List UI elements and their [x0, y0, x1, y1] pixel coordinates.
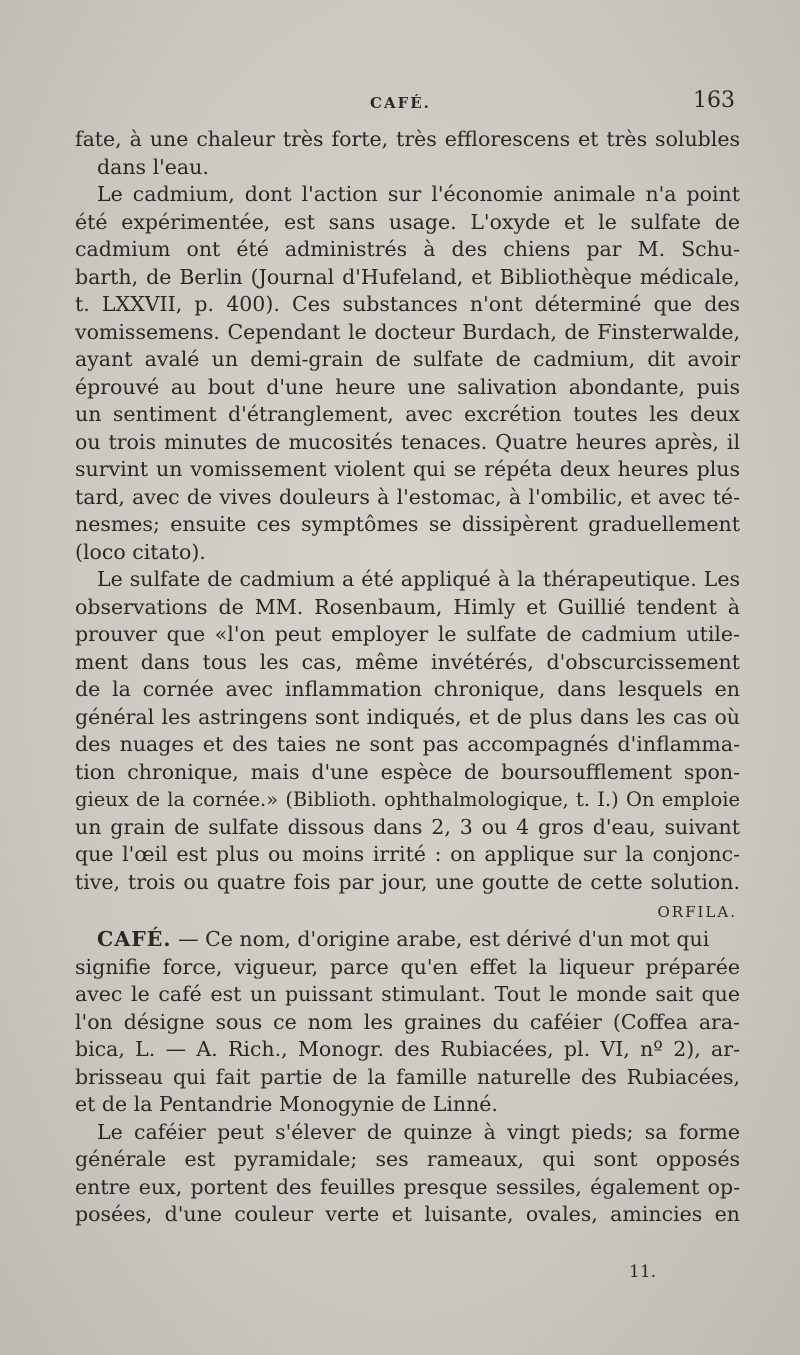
text-line: Le caféier peut s'élever de quinze à vingt pieds; sa forme — [97, 1119, 740, 1144]
text-line: nesmes; ensuite ces symptômes se dissipèrent graduellement — [75, 512, 740, 536]
entry-heading-text: — Ce nom, d'origine arabe, est dérivé d'un mot qui — [171, 927, 710, 951]
text-line: éprouvé au bout d'une heure une salivation abondante, puis — [75, 374, 740, 399]
text-line: gieux de la cornée.» (Biblioth. ophthalmologique, t. I.) On emploie — [75, 788, 740, 811]
text-line: tion chronique, mais d'une espèce de boursoufflement spon- — [75, 759, 740, 784]
text-line: brisseau qui fait partie de la famille naturelle des Rubiacées, — [75, 1064, 740, 1089]
text-line: observations de MM. Rosenbaum, Himly et Guillié tendent à — [75, 594, 740, 619]
text-line: été expérimentée, est sans usage. L'oxyde et le sulfate de — [75, 209, 740, 234]
running-head — [0, 88, 800, 120]
text-line: cadmium ont été administrés à des chiens par M. Schu- — [75, 237, 740, 261]
author-signature: ORFILA. — [657, 903, 737, 921]
text-line: un sentiment d'étranglement, avec excrétion toutes les deux — [75, 402, 740, 426]
text-line: t. LXXVII, p. 400). Ces substances n'ont déterminé que des — [75, 292, 740, 316]
text-line: l'on désigne sous ce nom les graines du caféier (Coffea ara- — [75, 1009, 740, 1034]
text-line: général les astringens sont indiqués, et de plus dans les cas où — [75, 704, 740, 729]
text-line: que l'œil est plus ou moins irrité : on applique sur la conjonc- — [75, 842, 740, 866]
text-line: Le sulfate de cadmium a été appliqué à la thérapeutique. Les — [97, 567, 740, 591]
text-line: générale est pyramidale; ses rameaux, qui sont opposés — [75, 1147, 740, 1171]
text-line: avec le café est un puissant stimulant. Tout le monde sait que — [75, 982, 740, 1006]
text-line: (loco citato). — [75, 539, 206, 564]
text-line: prouver que «l'on peut employer le sulfate de cadmium utile- — [75, 622, 740, 646]
text-line: bica, L. — A. Rich., Monogr. des Rubiacées, pl. VI, nº 2), ar- — [75, 1037, 740, 1061]
entry-headword: CAFÉ. — [97, 927, 172, 951]
text-line: ayant avalé un demi-grain de sulfate de cadmium, dit avoir — [75, 347, 740, 371]
text-line: barth, de Berlin (Journal d'Hufeland, et Bibliothèque médicale, — [75, 264, 740, 289]
text-line: entre eux, portent des feuilles presque sessiles, également op- — [75, 1174, 740, 1199]
page-number: 163 — [693, 88, 735, 113]
text-line: tard, avec de vives douleurs à l'estomac, à l'ombilic, et avec té- — [75, 484, 740, 509]
text-line: ment dans tous les cas, même invétérés, d'obscurcissement — [75, 649, 740, 674]
text-line: survint un vomissement violent qui se répéta deux heures plus — [75, 457, 740, 481]
text-line: Le cadmium, dont l'action sur l'économie animale n'a point — [97, 182, 740, 206]
text-line: posées, d'une couleur verte et luisante, ovales, amincies en — [75, 1202, 740, 1226]
text-line: de la cornée avec inflammation chronique, dans lesquels en — [75, 677, 740, 701]
text-line: signifie force, vigueur, parce qu'en effet la liqueur préparée — [75, 954, 740, 979]
entry-heading-line — [75, 926, 740, 954]
text-line: des nuages et des taies ne sont pas accompagnés d'inflamma- — [75, 732, 740, 756]
text-line: ou trois minutes de mucosités tenaces. Quatre heures après, il — [75, 429, 740, 454]
text-line: vomissemens. Cependant le docteur Burdach, de Finsterwalde, — [75, 319, 740, 344]
signature-mark: 11. — [629, 1262, 657, 1282]
text-line: dans l'eau. — [97, 154, 209, 179]
running-title: CAFÉ. — [370, 94, 431, 112]
text-line: et de la Pentandrie Monogynie de Linné. — [75, 1092, 498, 1116]
text-line: un grain de sulfate dissous dans 2, 3 ou 4 gros d'eau, suivant — [75, 814, 740, 839]
text-line: fate, à une chaleur très forte, très efflorescens et très solubles — [75, 127, 740, 151]
text-line: tive, trois ou quatre fois par jour, une goutte de cette solution. — [75, 869, 740, 894]
body-text — [75, 126, 740, 1229]
